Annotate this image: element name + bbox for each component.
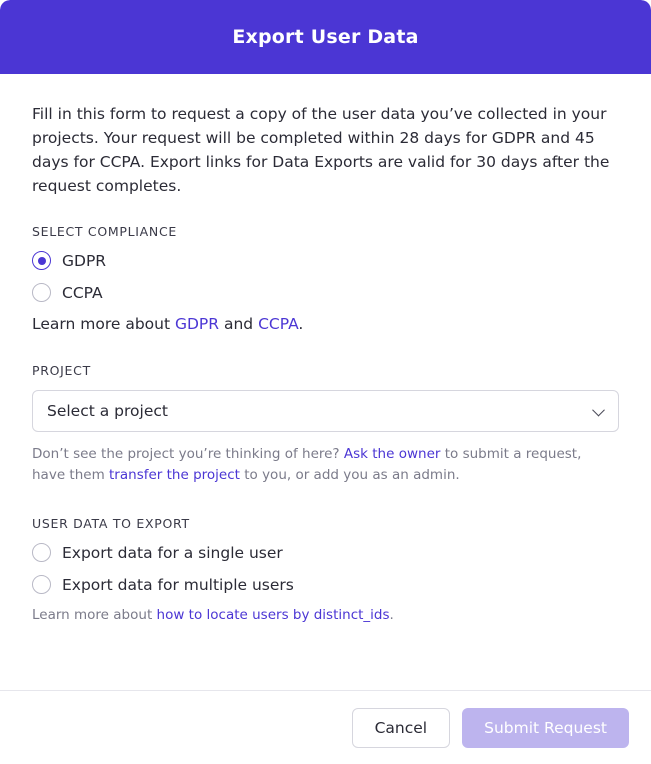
radio-option-gdpr[interactable]: [32, 251, 619, 270]
radio-option-multiple-users[interactable]: [32, 575, 619, 594]
modal-footer: [0, 690, 651, 764]
locate-users-link[interactable]: how to locate users by distinct_ids: [156, 607, 390, 623]
project-select-value: Select a project: [47, 402, 168, 420]
ccpa-link[interactable]: CCPA: [258, 315, 299, 333]
project-helper-part3: to you, or add you as an admin.: [239, 467, 460, 483]
user-data-helper-text: [32, 607, 619, 623]
submit-request-button[interactable]: Submit Request: [462, 708, 629, 748]
project-helper-part1: Don’t see the project you’re thinking of here?: [32, 446, 344, 462]
project-helper-part2: to submit a request, have them: [32, 446, 582, 483]
cancel-button[interactable]: Cancel: [352, 708, 451, 748]
user-data-helper-suffix: .: [389, 607, 394, 623]
intro-text: Fill in this form to request a copy of the user data you’ve collected in your projects. Your request will be completed within 28 days for GDPR and 45 days for CCPA. Export links for Data Exports are valid for 30 days after the request completes.: [32, 105, 610, 195]
compliance-learn-more: [32, 315, 619, 333]
modal-header: [0, 0, 651, 74]
learn-suffix-text: .: [298, 315, 304, 333]
radio-ccpa-icon[interactable]: [32, 283, 51, 302]
project-helper-text: [32, 444, 612, 486]
radio-multiple-users-label: Export data for multiple users: [62, 575, 294, 594]
project-section-label: PROJECT: [32, 363, 91, 378]
transfer-the-project-link[interactable]: transfer the project: [109, 467, 240, 483]
ask-the-owner-link[interactable]: Ask the owner: [343, 446, 441, 462]
radio-option-ccpa[interactable]: [32, 283, 619, 302]
radio-multiple-users-icon[interactable]: [32, 575, 51, 594]
gdpr-link[interactable]: GDPR: [174, 315, 220, 333]
radio-option-single-user[interactable]: [32, 543, 619, 562]
learn-prefix-text: Learn more about: [32, 315, 175, 333]
radio-single-user-icon[interactable]: [32, 543, 51, 562]
page-title: Export User Data: [232, 26, 419, 48]
learn-join-text: and: [219, 315, 259, 333]
project-select[interactable]: [32, 390, 619, 432]
modal-body: [0, 74, 651, 690]
compliance-section-label: SELECT COMPLIANCE: [32, 224, 177, 239]
project-select-wrapper: [32, 390, 619, 432]
user-data-section-label: USER DATA TO EXPORT: [32, 516, 190, 531]
radio-ccpa-label: CCPA: [62, 283, 103, 302]
user-data-helper-prefix: Learn more about: [32, 607, 157, 623]
radio-gdpr-icon[interactable]: [32, 251, 51, 270]
radio-single-user-label: Export data for a single user: [62, 543, 283, 562]
radio-gdpr-label: GDPR: [62, 251, 107, 270]
